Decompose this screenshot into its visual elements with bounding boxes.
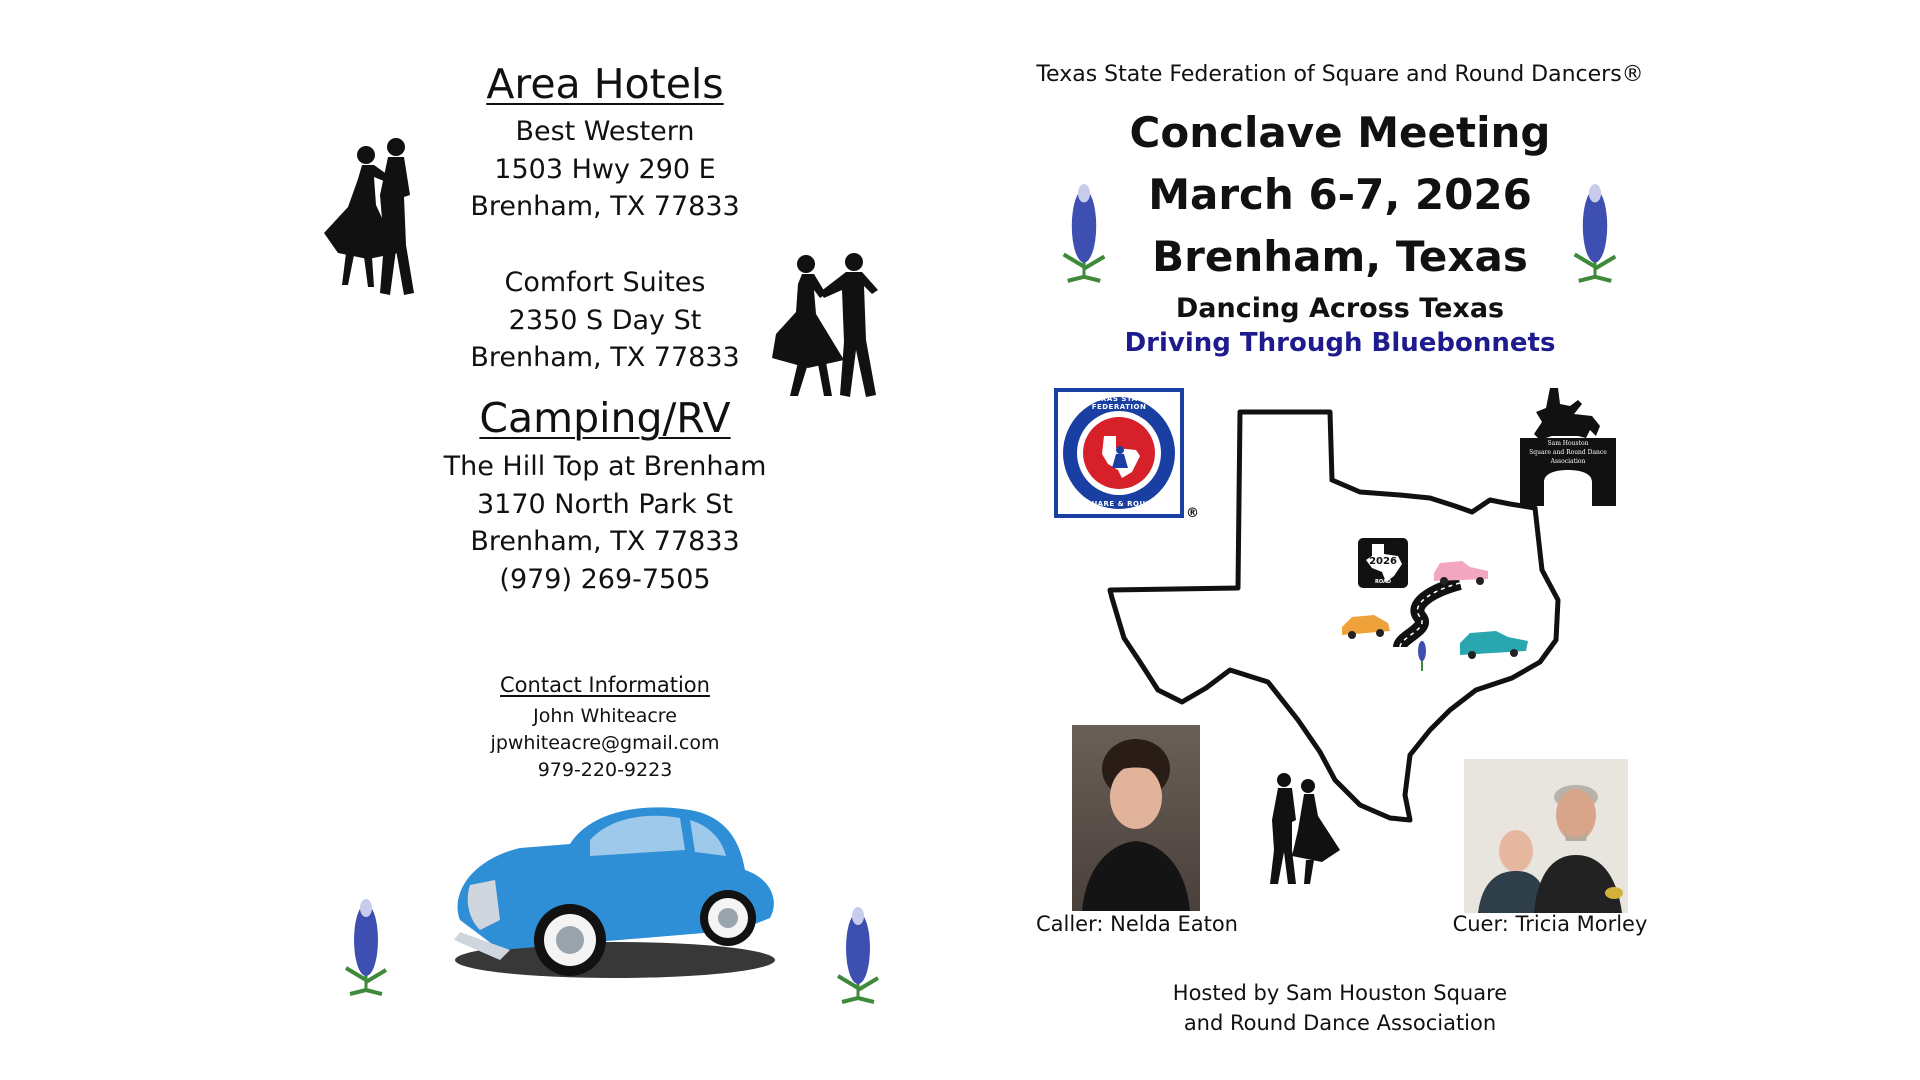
caller-portrait <box>1072 725 1200 911</box>
camping-phone: (979) 269-7505 <box>499 563 711 595</box>
vintage-blue-car-image <box>440 800 780 985</box>
federation-name: Texas State Federation of Square and Round Dancers® <box>1036 62 1644 87</box>
hotel-city: Brenham, TX 77833 <box>470 191 740 222</box>
host-line-1: Hosted by Sam Houston Square <box>1172 981 1508 1005</box>
host-line-2: and Round Dance Association <box>1183 1011 1497 1035</box>
bluebonnet-flower-image <box>1566 175 1624 287</box>
hotel-street: 1503 Hwy 290 E <box>494 153 716 185</box>
orange-car-icon <box>1342 615 1390 639</box>
cuer-photo <box>1464 759 1628 913</box>
hotel-name: Comfort Suites <box>504 267 706 298</box>
square-dance-couple-silhouette <box>768 250 893 405</box>
host-credit <box>1090 978 1590 1038</box>
hotels-heading: Area Hotels <box>486 60 724 108</box>
bluebonnet-flower-image <box>1055 175 1113 287</box>
road-sign-year: 2026 <box>1369 556 1397 567</box>
camping-details <box>400 448 810 598</box>
teal-car-icon <box>1460 631 1528 659</box>
contact-phone: 979-220-9223 <box>537 759 673 781</box>
dancing-couple-silhouette <box>1262 770 1342 888</box>
event-title-block <box>1050 102 1630 288</box>
caller-photo <box>1072 725 1200 911</box>
camping-name: The Hill Top at Brenham <box>443 451 767 482</box>
camping-street: 3170 North Park St <box>476 488 734 520</box>
bluebonnet-flower-image <box>830 898 886 1008</box>
shsrda-logo-text: Sam Houston Square and Round Dance Association <box>1529 440 1607 465</box>
road-with-vintage-cars-image <box>1340 555 1530 675</box>
caller-caption: Caller: Nelda Eaton <box>1035 912 1238 936</box>
hotel-street: 2350 S Day St <box>508 304 702 336</box>
hotel-city: Brenham, TX 77833 <box>470 342 740 373</box>
contact-name: John Whiteacre <box>533 705 677 727</box>
tagline-dancing: Dancing Across Texas <box>1175 293 1505 324</box>
hotel-comfort-suites <box>410 264 800 377</box>
camping-heading: Camping/RV <box>479 394 731 442</box>
event-title: Conclave Meeting <box>1129 108 1551 157</box>
bluebonnet-flower-image <box>1418 641 1426 671</box>
road-sign-bottom: ROAD <box>1375 579 1391 585</box>
camping-city: Brenham, TX 77833 <box>470 526 740 557</box>
cuer-portrait <box>1464 759 1628 913</box>
cuer-caption: Cuer: Tricia Morley <box>1452 912 1648 936</box>
event-location: Brenham, Texas <box>1152 232 1528 281</box>
contact-heading: Contact Information <box>500 673 710 697</box>
tsf-registered-mark: ® <box>1186 506 1199 521</box>
dancing-couple-silhouette <box>318 135 433 300</box>
road-sign-top: TEXAS <box>1373 540 1393 546</box>
tagline-bluebonnets: Driving Through Bluebonnets <box>1124 328 1556 358</box>
contact-email[interactable]: jpwhiteacre@gmail.com <box>490 732 720 754</box>
contact-details <box>420 703 790 784</box>
tsf-ring-text-top: TEXAS STATE FEDERATION <box>1090 395 1148 411</box>
event-dates: March 6-7, 2026 <box>1148 170 1532 219</box>
tsf-ring-text-bottom: SQUARE & ROUND DANCERS <box>1079 500 1159 516</box>
bluebonnet-flower-image <box>338 890 394 1000</box>
hotel-name: Best Western <box>515 116 695 147</box>
pink-car-icon <box>1434 561 1488 585</box>
hotel-best-western <box>410 113 800 226</box>
